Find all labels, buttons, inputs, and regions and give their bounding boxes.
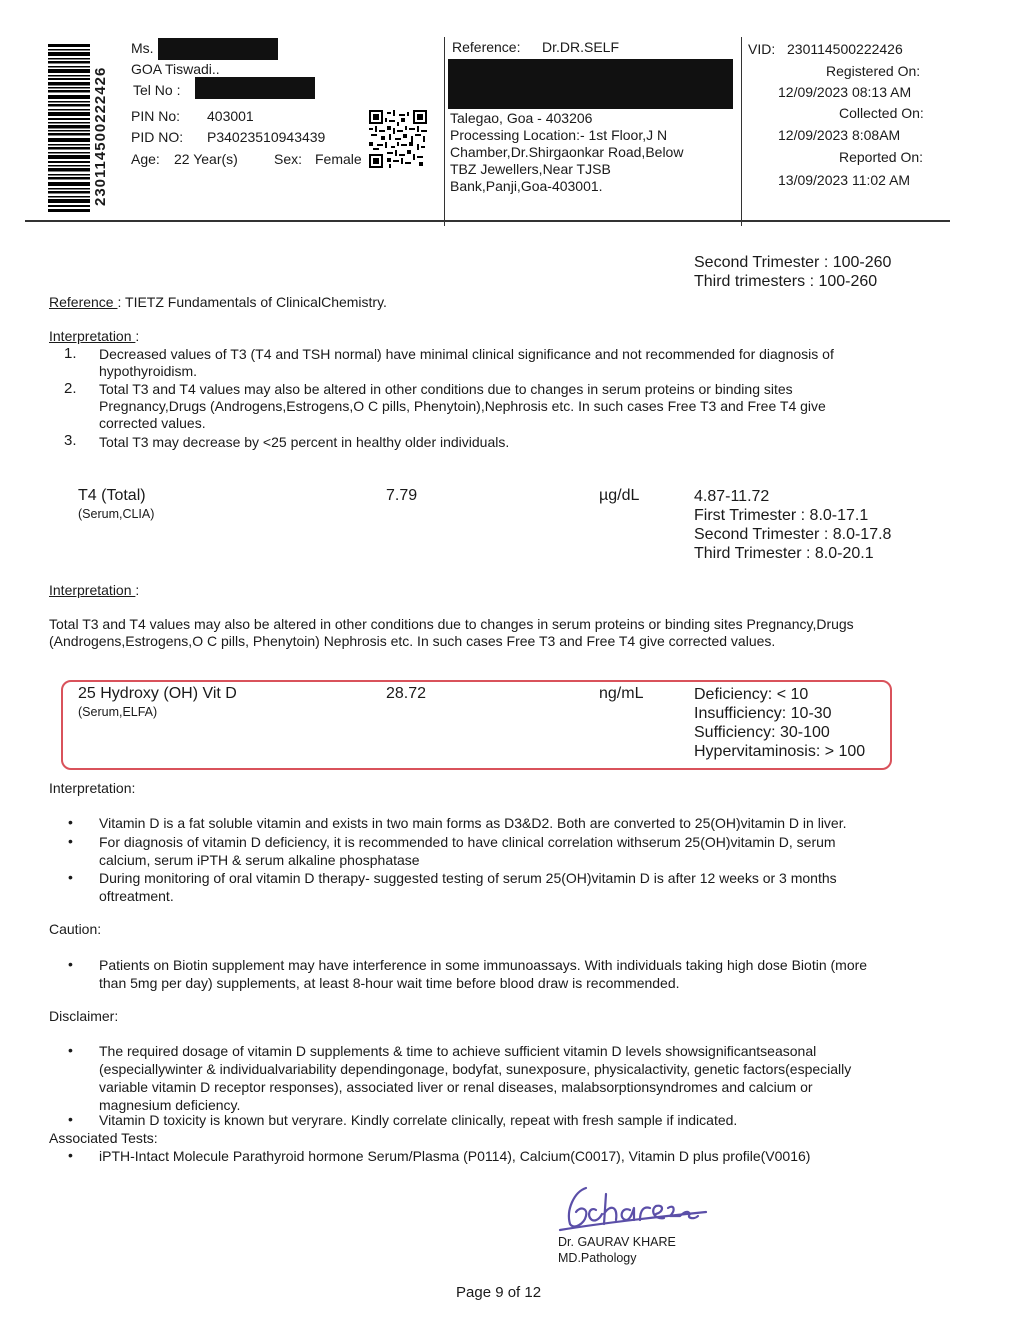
caution-heading: Caution: [49,921,102,937]
reference-value: Dr.DR.SELF [542,39,620,55]
test-range-t4: 4.87-11.72 First Trimester : 8.0-17.1 Second Trimester : 8.0-17.8 Third Trimester : 8.0-20.1 [694,488,892,562]
list-item: Decreased values of T3 (T4 and TSH normal) have minimal clinical significance and not recommended for diagnosis of hypothyroidism. [99,346,834,379]
lab-address: Talegao, Goa - 403206 [450,110,593,126]
test-range-vitd: Deficiency: < 10 Insufficiency: 10-30 Sufficiency: 30-100 Hypervitaminosis: > 100 [694,686,866,760]
vid-value: 230114500222426 [787,41,903,57]
registered-label: Registered On: [826,63,921,79]
reported-value: 13/09/2023 11:02 AM [778,172,911,188]
reported-label: Reported On: [839,149,924,165]
bullet: • [68,1147,73,1163]
bullet: • [68,833,73,849]
processing-location: Processing Location:- 1st Floor,J N Chamber,Dr.Shirgaonkar Road,Below TBZ Jewellers,Near TJSB Bank,Panji,Goa-403001. [450,127,684,194]
list-item: Vitamin D is a fat soluble vitamin and exists in two main forms as D3&D2. Both are converted to 25(OH)vitamin D in liver. [99,815,847,831]
pin-value: 403001 [207,108,254,124]
test-name-vitd: 25 Hydroxy (OH) Vit D [78,685,237,702]
bullet: • [68,814,73,830]
redacted-lab-name [448,59,733,109]
test-value-vitd: 28.72 [386,685,427,702]
pid-label: PID NO: [131,129,184,145]
pin-label: PIN No: [131,108,181,124]
patient-salutation: Ms. [131,40,154,56]
t3-range-continued: Second Trimester : 100-260 Third trimesters : 100-260 [694,254,892,290]
age-value: 22 Year(s) [174,151,238,167]
bullet: • [68,956,73,972]
reference-note: Reference : TIETZ Fundamentals of ClinicalChemistry. [49,294,387,310]
test-method-vitd: (Serum,ELFA) [78,705,158,719]
divider-left [444,37,445,226]
barcode-number: 230114500222426 [92,66,109,206]
redacted-name [158,38,278,60]
interpretation-heading-2: Interpretation : [49,582,140,598]
list-item: Vitamin D toxicity is known but veryrare. Kindly correlate clinically, repeat with fresh sample if indicated. [99,1112,738,1128]
collected-label: Collected On: [839,105,924,121]
age-label: Age: [131,151,160,167]
registered-value: 12/09/2023 08:13 AM [778,84,912,100]
barcode [48,44,90,214]
signatory [558,1234,676,1266]
interpretation-text-2: Total T3 and T4 values may also be altered in other conditions due to changes in serum proteins or binding sites Pregnancy,Drugs (Androgens,Estrogens,O C pills, Phenytoin) Nephrosis etc. In such cases Free T3 and Free T4 give corrected values. [49,616,854,649]
redacted-tel [195,77,315,99]
list-item: iPTH-Intact Molecule Parathyroid hormone Serum/Plasma (P0114), Calcium(C0017), Vitamin D plus profile(V0016) [99,1148,811,1164]
list-number: 2. [64,380,77,397]
vitd-interpretation-heading: Interpretation: [49,780,136,796]
list-item: Patients on Biotin supplement may have interference in some immunoassays. With individuals taking high dose Biotin (more than 5mg per day) supplements, at least 8-hour wait time before blood draw is recommended. [99,957,868,991]
collected-value: 12/09/2023 8:08AM [778,127,901,143]
test-unit-t4: µg/dL [599,487,640,504]
associated-tests-heading: Associated Tests: [49,1130,158,1146]
page-number: Page 9 of 12 [456,1284,542,1301]
list-item: For diagnosis of vitamin D deficiency, it is recommended to have clinical correlation withserum 25(OH)vitamin D, serum calcium, serum iPTH & serum alkaline phosphatase [99,834,836,868]
list-item: Total T3 may decrease by <25 percent in healthy older individuals. [99,434,510,450]
qr-code [369,110,427,168]
reference-label: Reference: [452,39,521,55]
sex-value: Female [315,151,362,167]
signatory-name: Dr. GAURAV KHARE [558,1235,676,1249]
signature-image [556,1180,726,1235]
disclaimer-heading: Disclaimer: [49,1008,119,1024]
bullet: • [68,1111,73,1127]
patient-address: GOA Tiswadi.. [131,61,220,77]
list-item: Total T3 and T4 values may also be altered in other conditions due to changes in serum proteins or binding sites Pregnancy,Drugs (Androgens,Estrogens,O C pills, Phenytoin),Nephrosis etc. In such cases Free T3 and Free T4 give corrected values. [99,381,826,431]
bullet: • [68,869,73,885]
test-name-t4: T4 (Total) [78,487,146,504]
test-method-t4: (Serum,CLIA) [78,507,155,521]
list-number: 3. [64,432,77,449]
test-value-t4: 7.79 [386,487,418,504]
header-rule [25,220,950,222]
test-unit-vitd: ng/mL [599,685,644,702]
list-number: 1. [64,345,77,362]
sex-label: Sex: [274,151,303,167]
pid-value: P34023510943439 [207,129,326,145]
interpretation-heading-1: Interpretation : [49,328,140,344]
list-item: The required dosage of vitamin D supplements & time to achieve sufficient vitamin D levels showsignificantseasonal (especiallywinter & individualvariability dependingonage, bodyfat, sunexposure, physicalactivity, genetic factors(especially variable vitamin D receptor responses), associated liver or renal diseases, malabsorptionsyndromes and calcium or magnesium deficiency. [99,1043,852,1113]
vid-label: VID: [748,41,776,57]
bullet: • [68,1042,73,1058]
tel-label: Tel No : [133,82,181,98]
divider-right [741,37,742,226]
list-item: During monitoring of oral vitamin D therapy- suggested testing of serum 25(OH)vitamin D is after 12 weeks or 3 months oftreatment. [99,870,837,904]
signatory-degree: MD.Pathology [558,1251,637,1265]
